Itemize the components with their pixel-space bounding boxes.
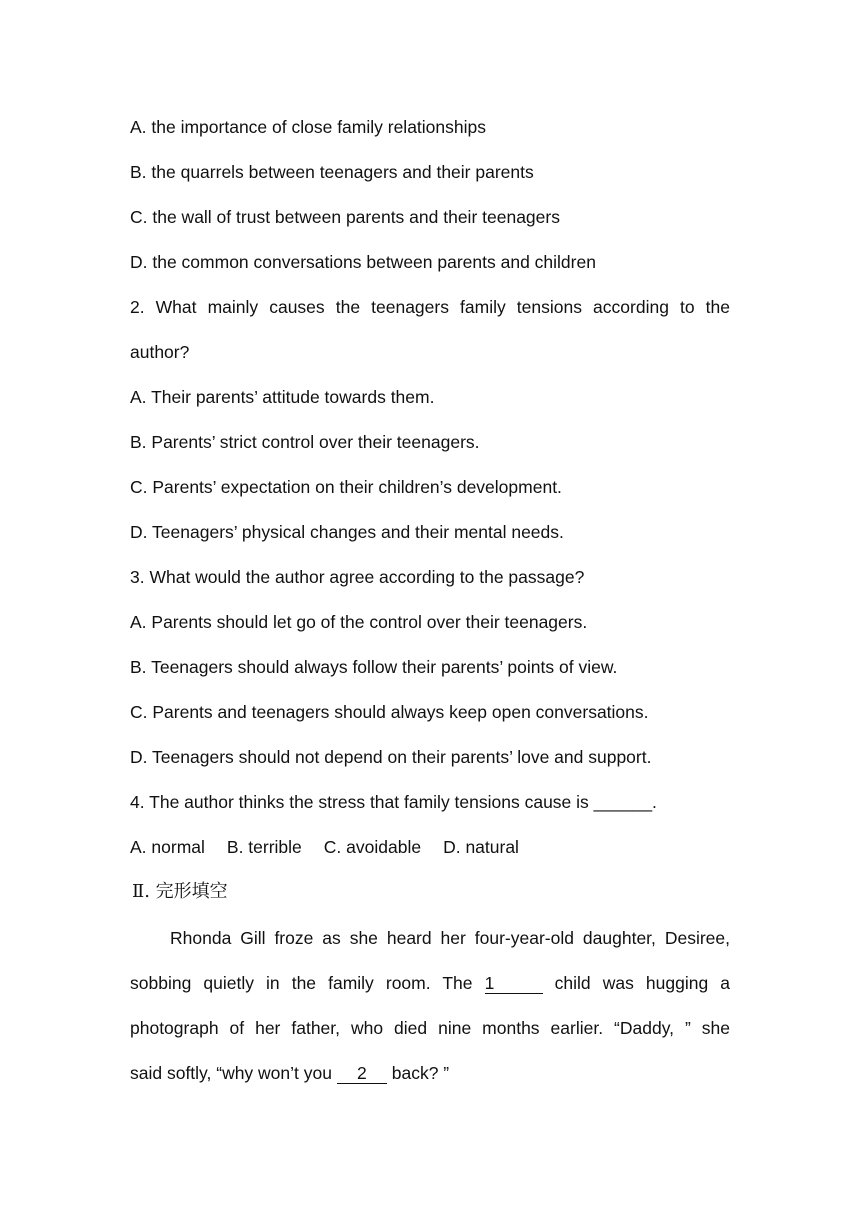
q2-option-b: B. Parents’ strict control over their teenagers.: [130, 432, 480, 452]
q1-option-d: D. the common conversations between parents and children: [130, 252, 596, 272]
q4-option-b: B. terrible: [226, 837, 302, 857]
q4-options: [130, 835, 541, 859]
q1-option-b: B. the quarrels between teenagers and their parents: [130, 162, 534, 182]
q2-stem-line2: author?: [130, 342, 190, 362]
q3-option-b: B. Teenagers should always follow their parents’ points of view.: [130, 657, 618, 677]
passage-line-2: sobbing quietly in the family room. The 1 child was hugging a: [130, 973, 731, 993]
section-title: Ⅱ. 完形填空: [132, 881, 228, 902]
q4-stem: 4. The author thinks the stress that family tensions cause is ______.: [130, 792, 657, 812]
q3-option-a: A. Parents should let go of the control over their teenagers.: [130, 612, 588, 632]
blank-2: 2: [337, 1063, 387, 1084]
q2-option-c: C. Parents’ expectation on their children’s development.: [130, 477, 562, 497]
q2-stem-line1: 2. What mainly causes the teenagers family tensions according to the: [130, 297, 730, 317]
q2-option-a: A. Their parents’ attitude towards them.: [130, 387, 435, 407]
passage-line-3: photograph of her father, who died nine months earlier. “Daddy, ” she: [130, 1018, 730, 1038]
q1-option-a: A. the importance of close family relationships: [130, 117, 486, 137]
passage-line-1: Rhonda Gill froze as she heard her four-year-old daughter, Desiree,: [170, 928, 730, 948]
q4-option-a: A. normal: [130, 837, 205, 857]
q4-option-c: C. avoidable: [323, 837, 422, 857]
q3-option-d: D. Teenagers should not depend on their parents’ love and support.: [130, 747, 652, 767]
q3-stem: 3. What would the author agree according to the passage?: [130, 567, 585, 587]
q3-option-c: C. Parents and teenagers should always keep open conversations.: [130, 702, 649, 722]
q2-option-d: D. Teenagers’ physical changes and their mental needs.: [130, 522, 564, 542]
passage-line-4: said softly, “why won’t you 2 back? ”: [130, 1063, 450, 1083]
blank-1: 1: [485, 973, 543, 994]
q1-option-c: C. the wall of trust between parents and their teenagers: [130, 207, 560, 227]
q4-option-d: D. natural: [443, 837, 519, 857]
